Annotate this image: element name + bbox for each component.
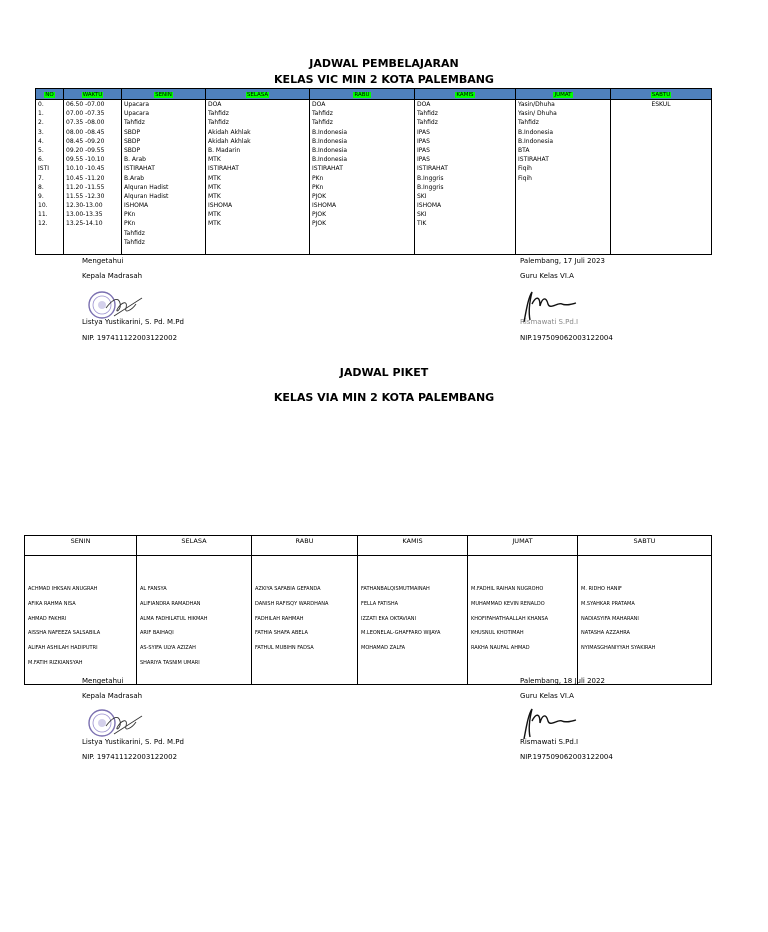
col-no (36, 100, 64, 255)
list-item: IPAS (417, 156, 430, 164)
list-item: DOA (417, 101, 431, 108)
list-item: IPAS (417, 146, 430, 154)
col-senin (122, 100, 206, 255)
list-item: B.Indonesia (518, 137, 554, 145)
list-item: ALIFAH ASHILAH HADIPUTRI (28, 645, 98, 652)
piket-table (24, 535, 712, 685)
list-item: ISTIRAHAT (208, 165, 239, 173)
header-jumat: JUMAT (516, 89, 611, 100)
piket-header-sabtu: SABTU (578, 536, 712, 556)
piket-body-row (25, 556, 712, 685)
list-item: SKI (417, 192, 427, 200)
header-selasa: SELASA (206, 89, 310, 100)
list-item: Akidah Akhlak (208, 128, 251, 136)
list-item: 08.45 -09.20 (66, 137, 105, 145)
list-item: IPAS (417, 137, 430, 145)
piket-col-kamis (358, 556, 468, 685)
piket-header-row (25, 536, 712, 556)
list-item: MOHAMAD ZALFA (361, 645, 406, 652)
list-item: TIK (417, 220, 427, 228)
list-item: B.Indonesia (518, 128, 554, 136)
list-item: PKn (124, 220, 136, 228)
list-item: 9. (38, 192, 44, 200)
list-item: DOA (312, 101, 326, 108)
list-item: 10. (38, 202, 48, 210)
sig2-date: Palembang, 18 Juli 2022 (520, 677, 605, 685)
list-item: NADIASYIFA MAHARANI (581, 615, 639, 622)
list-item: PJOK (312, 211, 327, 219)
sig1-date: Palembang, 17 Juli 2023 (520, 257, 605, 265)
list-item: MTK (208, 220, 221, 228)
list-item: ISTIRAHAT (312, 165, 343, 173)
schedule-header-row (36, 89, 712, 100)
list-item: AHMAD FAKHRI (28, 615, 67, 622)
list-item: 1. (38, 110, 44, 118)
sig2-left-name: Listya Yustikarini, S. Pd. M.Pd (82, 738, 184, 746)
list-item: 08.00 -08.45 (66, 128, 105, 136)
list-item: AISSHA NAFEEZA SALSABILA (28, 630, 101, 637)
list-item: 8. (38, 183, 44, 191)
piket-header-kamis: KAMIS (358, 536, 468, 556)
sig2-role: Guru Kelas VI.A (520, 692, 574, 700)
col-kamis (415, 100, 516, 255)
list-item: B. Arab (124, 156, 146, 164)
list-item: AZKIYA SAFABIA GEFANDA (255, 586, 321, 592)
list-item: 09.20 -09.55 (66, 146, 105, 154)
list-item: Tahfidz (208, 119, 229, 127)
list-item: ARIF BAIHAQI (140, 630, 174, 637)
list-item: 12. (38, 220, 48, 228)
header-sabtu: SABTU (611, 89, 712, 100)
list-item: Tahfidz (417, 110, 438, 118)
piket-header-jumat: JUMAT (468, 536, 578, 556)
list-item: ISTIRAHAT (417, 165, 448, 173)
signature-2 (518, 703, 578, 743)
list-item: SBDP (124, 137, 141, 145)
list-item: ISTIRAHAT (518, 156, 549, 164)
list-item: AL FANSYA (140, 586, 167, 592)
col-sabtu (611, 100, 712, 255)
list-item: B. Madarin (208, 146, 241, 154)
list-item: DANISH RAFISQY WARDHANA (255, 600, 329, 607)
list-item: M.SYAHKAR PRATAMA (581, 600, 635, 607)
list-item: RAKHA NAUFAL AHMAD (471, 645, 530, 652)
list-item: Upacara (124, 110, 149, 118)
list-item: ISTIRAHAT (124, 165, 155, 173)
piket-header-senin: SENIN (25, 536, 137, 556)
list-item: Yasin/ Dhuha (518, 110, 557, 118)
list-item: IPAS (417, 128, 430, 136)
piket-col-rabu (252, 556, 358, 685)
sig1-left-nip: NIP. 197411122003122002 (82, 334, 178, 342)
list-item: ACHMAD IHKSAN ANUGRAH (28, 586, 98, 592)
list-item: B.Indonesia (312, 137, 348, 145)
list-item: B.Arab (124, 174, 145, 182)
list-item: Fiqih (518, 165, 532, 173)
schedule-table (35, 88, 712, 255)
col-rabu (310, 100, 415, 255)
list-item: B.Inggris (417, 174, 444, 182)
list-item: 5. (38, 146, 44, 154)
list-item: NATASHA AZZAHRA (581, 630, 630, 637)
list-item: M.LEONELAL-GHAFFARO WIJAYA (361, 630, 441, 637)
list-item: 07.35 -08.00 (66, 119, 105, 127)
list-item: ALMA FADHILATUL HIKMAH (140, 615, 208, 622)
list-item: NYIMASGHANIYYAH SYAKIRAH (581, 645, 656, 652)
header-rabu: RABU (310, 89, 415, 100)
col-waktu (64, 100, 122, 255)
list-item: Tahfidz (124, 229, 145, 237)
list-item: 11.20 -11.55 (66, 183, 105, 191)
list-item: 13.25-14.10 (66, 220, 103, 228)
list-item: 6. (38, 156, 44, 164)
list-item: KHOFIFAHATHAALLAH KHANSA (471, 615, 549, 622)
list-item: AS-SYIFA ULYA AZIZAH (140, 645, 196, 652)
list-item: B.Indonesia (312, 128, 348, 136)
list-item: 06.50 -07.00 (66, 101, 105, 108)
piket-header-selasa: SELASA (137, 536, 252, 556)
list-item: 12.30-13.00 (66, 202, 103, 210)
list-item: 10.10 -10.45 (66, 165, 105, 173)
list-item: FATHUL MUBIHN FADSA (255, 645, 314, 652)
list-item: 09.55 -10.10 (66, 156, 105, 164)
sig1-mengetahui: Mengetahui (82, 257, 124, 265)
sig1-right-name: Rismawati S.Pd.I (520, 318, 579, 326)
list-item: PJOK (312, 220, 327, 228)
list-item: 07.00 -07.35 (66, 110, 105, 118)
piket-col-jumat (468, 556, 578, 685)
piket-col-selasa (137, 556, 252, 685)
list-item: PKn (312, 174, 324, 182)
piket-col-senin (25, 556, 137, 685)
header-kamis: KAMIS (415, 89, 516, 100)
list-item: BTA (518, 146, 530, 154)
list-item: ISTI (38, 165, 50, 173)
header-senin: SENIN (122, 89, 206, 100)
piket-title: JADWAL PIKET (339, 366, 429, 379)
list-item: PKn (312, 183, 324, 191)
list-item: 11.55 -12.30 (66, 192, 105, 200)
list-item: Tahfidz (417, 119, 438, 127)
list-item: Tahfidz (124, 119, 145, 127)
list-item: MTK (208, 156, 221, 164)
list-item: SBDP (124, 128, 141, 136)
list-item: FADHILAH RAHMAH (255, 615, 304, 622)
header-no: NO (36, 89, 64, 100)
list-item: M.FATIH RIZKIANSYAH (28, 659, 83, 666)
list-item: 4. (38, 137, 44, 145)
sig1-left-name: Listya Yustikarini, S. Pd. M.Pd (82, 318, 184, 326)
piket-subtitle: KELAS VIA MIN 2 KOTA PALEMBANG (273, 391, 495, 404)
list-item: SBDP (124, 146, 141, 154)
list-item: B.Inggris (417, 183, 444, 191)
list-item: ESKUL (651, 101, 671, 108)
list-item: Alquran Hadist (124, 192, 169, 200)
list-item: Fiqih (518, 174, 532, 182)
sig1-role: Guru Kelas VI.A (520, 272, 574, 280)
list-item: FELLA FATISHA (361, 600, 399, 607)
list-item: Tahfidz (124, 238, 145, 246)
sig2-kepala: Kepala Madrasah (82, 692, 143, 700)
list-item: 0. (38, 101, 44, 108)
sig2-right-name: Rismawati S.Pd.I (520, 738, 579, 746)
list-item: Alquran Hadist (124, 183, 169, 191)
schedule-title: JADWAL PEMBELAJARAN (309, 57, 459, 70)
list-item: ISHOMA (208, 202, 233, 210)
list-item: 3. (38, 128, 44, 136)
list-item: MTK (208, 174, 221, 182)
list-item: AFIKA RAHMA NISA (28, 600, 76, 607)
piket-col-sabtu (578, 556, 712, 685)
sig2-mengetahui: Mengetahui (82, 677, 124, 685)
list-item: KHUSNUL KHOTIMAH (471, 630, 524, 637)
list-item: M.FADHIL RAIHAN NUGROHO (471, 586, 544, 592)
list-item: Akidah Akhlak (208, 137, 251, 145)
sig1-right-nip: NIP.197509062003122004 (520, 334, 613, 342)
col-jumat (516, 100, 611, 255)
list-item: Upacara (124, 101, 149, 108)
list-item: Yasin/Dhuha (518, 101, 555, 108)
list-item: ISHOMA (417, 202, 442, 210)
list-item: IZZATI EKA OKTAVIANI (361, 615, 416, 622)
sig2-right-nip: NIP.197509062003122004 (520, 753, 613, 761)
list-item: B.Indonesia (312, 146, 348, 154)
schedule-body-row (36, 100, 712, 255)
list-item: Tahfidz (312, 110, 333, 118)
list-item: FATHANBALQISMUTMAINAH (361, 586, 430, 592)
list-item: MTK (208, 192, 221, 200)
list-item: 7. (38, 174, 44, 182)
piket-header-rabu: RABU (252, 536, 358, 556)
list-item: SKI (417, 211, 427, 219)
header-waktu: WAKTU (64, 89, 122, 100)
list-item: 2. (38, 119, 44, 127)
list-item: Tahfidz (312, 119, 333, 127)
list-item: DOA (208, 101, 222, 108)
schedule-subtitle: KELAS VIC MIN 2 KOTA PALEMBANG (274, 73, 494, 86)
col-selasa (206, 100, 310, 255)
list-item: ISHOMA (124, 202, 149, 210)
list-item: M. RIDHO HANIF (581, 586, 622, 592)
list-item: MTK (208, 211, 221, 219)
list-item: SHARIYA TASNIM UMARI (140, 659, 200, 666)
list-item: PKn (124, 211, 136, 219)
list-item: 10.45 -11.20 (66, 174, 105, 182)
list-item: MTK (208, 183, 221, 191)
list-item: ALIFIANDRA RAMADHAN (140, 600, 201, 607)
list-item: B.Indonesia (312, 156, 348, 164)
list-item: Tahfidz (518, 119, 539, 127)
stamp-signature-2 (84, 704, 146, 742)
list-item: 13.00-13.35 (66, 211, 103, 219)
list-item: FATHIA SHAFA ABELA (255, 630, 308, 637)
list-item: PJOK (312, 192, 327, 200)
list-item: Tahfidz (208, 110, 229, 118)
list-item: 11. (38, 211, 48, 219)
list-item: MUHAMMAD KEVIN RENALDO (471, 600, 545, 607)
sig1-kepala: Kepala Madrasah (82, 272, 143, 280)
list-item: ISHOMA (312, 202, 337, 210)
sig2-left-nip: NIP. 197411122003122002 (82, 753, 178, 761)
